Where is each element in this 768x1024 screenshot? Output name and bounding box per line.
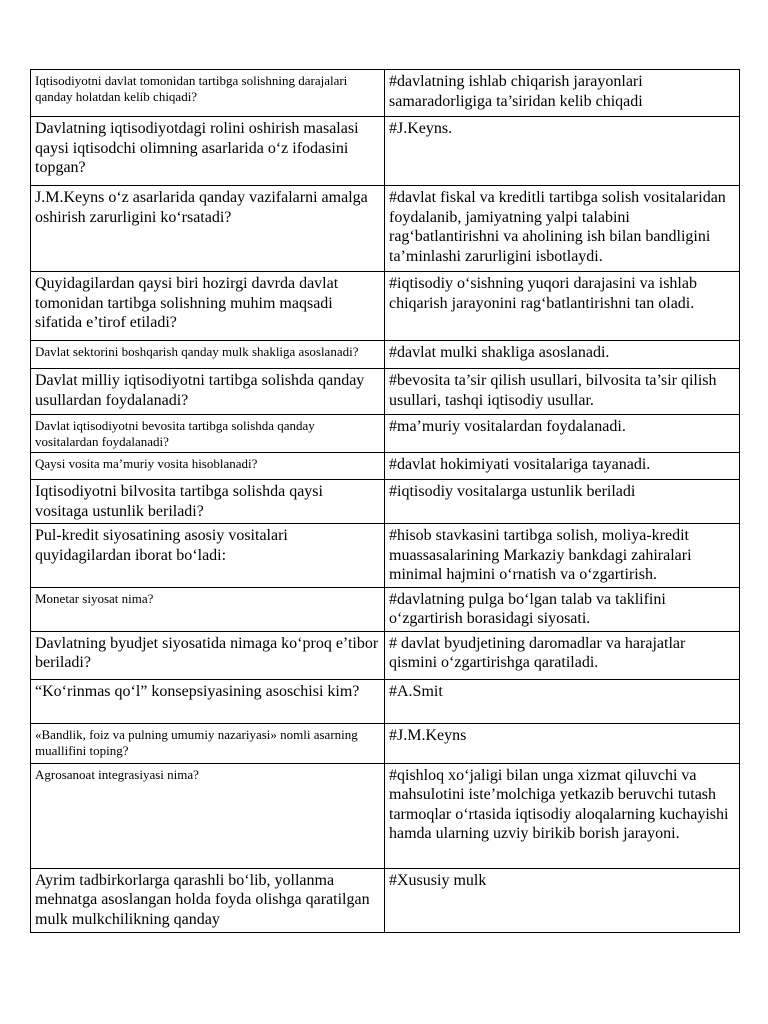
- answer-cell: #J.Keyns.: [385, 117, 740, 186]
- answer-cell: #ma’muriy vositalardan foydalanadi.: [385, 415, 740, 453]
- question-cell: Davlat milliy iqtisodiyotni tartibga solishda qanday usullardan foydalanadi?: [31, 369, 385, 415]
- question-cell: Quyidagilardan qaysi biri hozirgi davrda davlat tomonidan tartibga solishning muhim maqsadi sifatida e’tirof etiladi?: [31, 272, 385, 341]
- question-cell: Agrosanoat integrasiyasi nima?: [31, 763, 385, 868]
- answer-cell: #qishloq xo‘jaligi bilan unga xizmat qiluvchi va mahsulotini iste’molchiga yetkazib beruvchi tutash tarmoqlar o‘rtasida iqtisodiy aloqalarning kuchayishi hamda ularning uzviy birikib borish jarayoni.: [385, 763, 740, 868]
- table-row: [31, 480, 740, 524]
- question-cell: Iqtisodiyotni bilvosita tartibga solishda qaysi vositaga ustunlik beriladi?: [31, 480, 385, 524]
- table-row: [31, 631, 740, 679]
- table-row: [31, 70, 740, 117]
- answer-cell: #davlat hokimiyati vositalariga tayanadi.: [385, 453, 740, 480]
- answer-cell: #Xususiy mulk: [385, 868, 740, 932]
- question-cell: Iqtisodiyotni davlat tomonidan tartibga solishning darajalari qanday holatdan kelib chiqadi?: [31, 70, 385, 117]
- answer-cell: #davlat mulki shakliga asoslanadi.: [385, 341, 740, 369]
- answer-cell: #A.Smit: [385, 679, 740, 723]
- table-row: [31, 453, 740, 480]
- table-row: [31, 524, 740, 588]
- qa-table: [30, 69, 740, 933]
- answer-cell: #J.M.Keyns: [385, 723, 740, 763]
- table-row: [31, 723, 740, 763]
- answer-cell: # davlat byudjetining daromadlar va harajatlar qismini o‘zgartirishga qaratiladi.: [385, 631, 740, 679]
- table-row: [31, 369, 740, 415]
- table-row: [31, 679, 740, 723]
- table-row: [31, 341, 740, 369]
- answer-cell: #iqtisodiy vositalarga ustunlik beriladi: [385, 480, 740, 524]
- table-row: [31, 272, 740, 341]
- qa-table-body: [31, 70, 740, 933]
- table-row: [31, 186, 740, 272]
- question-cell: Pul-kredit siyosatining asosiy vositalari quyidagilardan iborat bo‘ladi:: [31, 524, 385, 588]
- answer-cell: #hisob stavkasini tartibga solish, moliya-kredit muassasalarining Markaziy bankdagi zahiralari minimal hajmini o‘rnatish va o‘zgartirish.: [385, 524, 740, 588]
- question-cell: Davlat iqtisodiyotni bevosita tartibga solishda qanday vositalardan foydalanadi?: [31, 415, 385, 453]
- answer-cell: #davlatning ishlab chiqarish jarayonlari samaradorligiga ta’siridan kelib chiqadi: [385, 70, 740, 117]
- table-row: [31, 587, 740, 631]
- answer-cell: #iqtisodiy o‘sishning yuqori darajasini va ishlab chiqarish jarayonini rag‘batlantirishni tan oladi.: [385, 272, 740, 341]
- question-cell: Davlat sektorini boshqarish qanday mulk shakliga asoslanadi?: [31, 341, 385, 369]
- question-cell: Monetar siyosat nima?: [31, 587, 385, 631]
- question-cell: “Ko‘rinmas qo‘l” konsepsiyasining asoschisi kim?: [31, 679, 385, 723]
- answer-cell: #bevosita ta’sir qilish usullari, bilvosita ta’sir qilish usullari, tashqi iqtisodiy usullar.: [385, 369, 740, 415]
- question-cell: Davlatning byudjet siyosatida nimaga ko‘proq e’tibor beriladi?: [31, 631, 385, 679]
- question-cell: Davlatning iqtisodiyotdagi rolini oshirish masalasi qaysi iqtisodchi olimning asarlarida o‘z ifodasini topgan?: [31, 117, 385, 186]
- question-cell: «Bandlik, foiz va pulning umumiy nazariyasi» nomli asarning muallifini toping?: [31, 723, 385, 763]
- table-row: [31, 117, 740, 186]
- question-cell: Qaysi vosita ma’muriy vosita hisoblanadi?: [31, 453, 385, 480]
- table-row: [31, 868, 740, 932]
- answer-cell: #davlatning pulga bo‘lgan talab va taklifini o‘zgartirish borasidagi siyosati.: [385, 587, 740, 631]
- table-row: [31, 763, 740, 868]
- answer-cell: #davlat fiskal va kreditli tartibga solish vositalaridan foydalanib, jamiyatning yalpi talabini rag‘batlantirishni va aholining ish bilan bandligini ta’minlashi zarurligini isbotlaydi.: [385, 186, 740, 272]
- table-row: [31, 415, 740, 453]
- question-cell: J.M.Keyns o‘z asarlarida qanday vazifalarni amalga oshirish zarurligini ko‘rsatadi?: [31, 186, 385, 272]
- question-cell: Ayrim tadbirkorlarga qarashli bo‘lib, yollanma mehnatga asoslangan holda foyda olishga qaratilgan mulk mulkchilikning qanday: [31, 868, 385, 932]
